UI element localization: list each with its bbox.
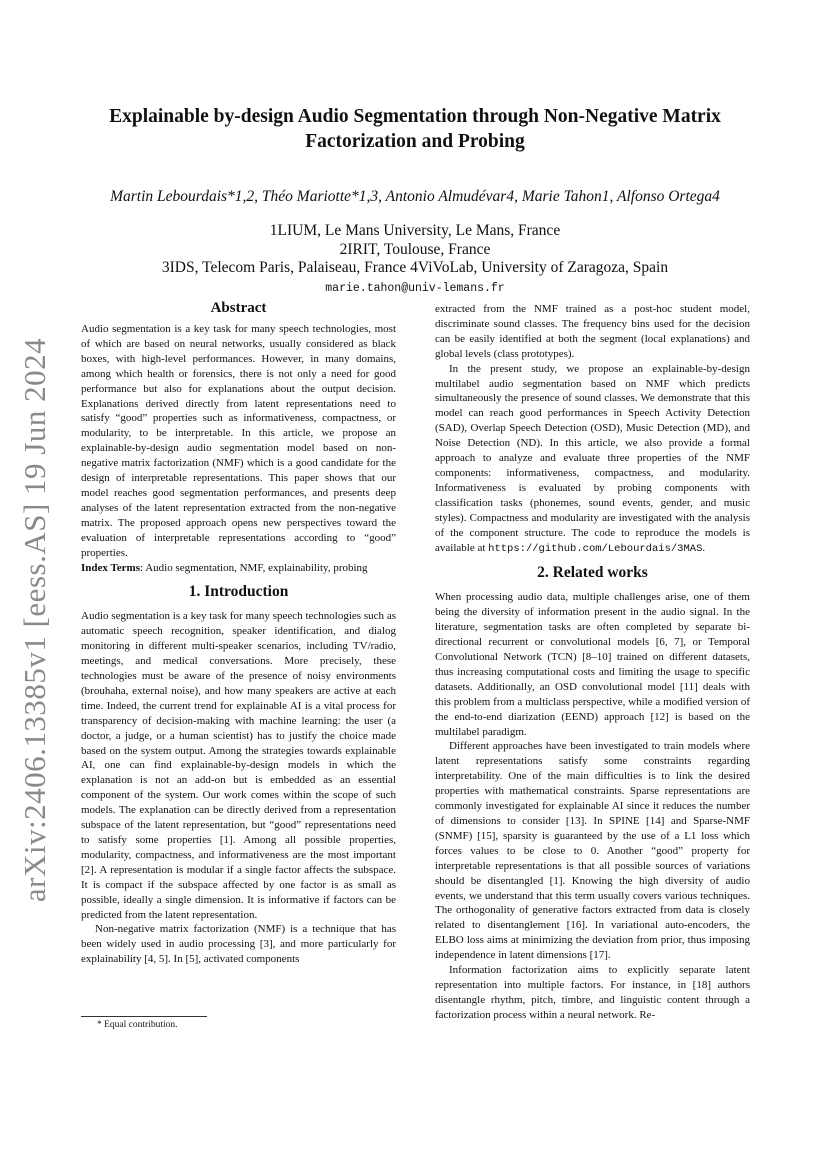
index-terms-label: Index Terms: [81, 561, 140, 574]
intro-paragraph-4-end: .: [702, 541, 706, 554]
abstract-text: Audio segmentation is a key task for many speech technologies, most of which are based on neural networks, usually considered as black boxes, with high-level performances. However, in many domains, among which health or forensics, there is not only a need for good performance but also for explanations about the output decision. Explanations derived directly from latent representations need to satisfy “good” properties such as informativeness, compactness, or modularity, to be interpretable. In this article, we propose an explainable-by-design audio segmentation model based on non-negative matrix factorization (NMF) which is a good candidate for the design of interpretable representations. This paper shows that our model reaches good segmentation performances, and presents deep analyses of the latent representation extracted from the non-negative matrix. The proposed approach opens new perspectives toward the evaluation of interpretable representations according to “good” properties.: [81, 323, 396, 559]
related-paragraph-2: Different approaches have been investigated to train models where latent representations satisfy some constraints regarding interpretability. One of the main difficulties is to link the desired properties with mathematical constraints. Sparse representations are commonly investigated for explainable AI since it reduces the number of dimensions to consider [13]. In SPINE [14] and Sparse-NMF (SNMF) [15], sparsity is guaranteed by the use of a L1 loss which forces values to be close to 0. Another “good” property for interpretable representations is that all possible sources of variations should be disentangled [1]. Knowing the high diversity of audio events, we understand that this term usually covers various techniques. The orthogonality of generative factors extracted from data is closely related to disentanglement [16]. In variational auto-encoders, the ELBO loss aims at minimizing the deviation from prior, thus imposing independence in latent dimensions [17].: [435, 740, 750, 962]
related-paragraph-3: Information factorization aims to explicitly separate latent representation into multiple factors. For instance, in [18] authors disentangle rhythm, pitch, timbre, and linguistic content through a factorization process within a neural network. Re-: [435, 964, 750, 1021]
paper-title: [80, 104, 750, 154]
affiliation-2: 2IRIT, Toulouse, France: [339, 240, 491, 258]
affiliations: [60, 222, 770, 278]
intro-paragraph-2: Non-negative matrix factorization (NMF) is a technique that has been widely used in audio processing [3], and more particularly for explainability [4, 5]. In [5], activated components: [81, 923, 396, 966]
related-works-heading: 2. Related works: [537, 564, 648, 582]
left-column: [81, 299, 396, 967]
contact-email[interactable]: marie.tahon@univ-lemans.fr: [325, 282, 505, 295]
arxiv-sidebar: [10, 337, 60, 903]
related-paragraph-1: When processing audio data, multiple challenges arise, one of them being the diversity of information present in the audio signal. In the literature, segmentation tasks are often completed by separate bi-directional recurrent or convolutional models [6, 7], or Temporal Convolutional Network (TCN) [8–10] trained on different datasets, thus increasing computational costs and limiting the usage to specific datasets. Additionally, an OSD convolutional model [11] deals with this problem from a multiclass perspective, while a modified version of the end-to-end diarization (EEND) approach [12] is based on the multilabel paradigm.: [435, 591, 750, 738]
arxiv-identifier: arXiv:2406.13385v1 [eess.AS] 19 Jun 2024: [17, 337, 52, 903]
abstract-heading: Abstract: [210, 300, 267, 316]
code-link[interactable]: https://github.com/Lebourdais/3MAS: [488, 542, 703, 555]
right-column: [435, 302, 750, 1023]
intro-paragraph-1: Audio segmentation is a key task for many speech technologies such as automatic speech recognition, speaker identification, and dialog monitoring in different multi-speaker scenarios, including TV/radio, meetings, and medical conversations. More precisely, these technologies must be aware of the presence of noisy environments (brouhaha, external noise), and how many speakers are active at each time. Indeed, the current trend for explainable AI is a vital process for transparency of decision-making with machine learning: the user (a doctor, a judge, or a human scientist) has to justify the choice made based on the system output. Among the strategies towards explainable AI, one can find explainable-by-design models in which the explanation is not an add-on but is embedded as an essential component of the system. Our work comes within the scope of such models. The explanation can be directly derived from a representation subspace of the latent representation, but “good” representations need to satisfy some properties [1]. Among all possible properties, modularity, compactness, and informativeness are the most important [2]. A representation is modular if a single factor affects the subspace. It is compact if the subspace affected by one factor is as small as possible, ideally a single dimension. It is informative if factors can be predicted from the latent representation.: [81, 610, 396, 921]
footnote: * Equal contribution.: [97, 1020, 178, 1030]
footnote-divider: [81, 1016, 207, 1017]
affiliation-3: 3IDS, Telecom Paris, Palaiseau, France 4ViVoLab, University of Zaragoza, Spain: [161, 259, 669, 276]
intro-paragraph-4: [435, 362, 750, 557]
affiliation-1: 1LIUM, Le Mans University, Le Mans, France: [269, 222, 561, 239]
title-line-2: Factorization and Probing: [305, 131, 525, 152]
intro-heading: 1. Introduction: [188, 583, 289, 601]
intro-paragraph-4-text: In the present study, we propose an explainable-by-design multilabel audio segmentation based on NMF which predicts simultaneously the presence of sound classes. We demonstrate that this model can reach good performances in Speech Activity Detection (SAD), Overlap Speech Detection (OSD), Music Detection (MD), and Noise Detection (ND). In this article, we also provide a formal approach to analyze and evaluate three properties of the NMF components: informativeness, compactness, and modularity. Informativeness is evaluated by probing components with classification tasks (phonemes, sound events, gender, and music styles). Compactness and modularity are investigated with the analysis of the component structure. The code to reproduce the models is available at: [435, 362, 750, 554]
author-list: Martin Lebourdais*1,2, Théo Mariotte*1,3, Antonio Almudévar4, Marie Tahon1, Alfonso Ortega4: [110, 188, 720, 205]
index-terms-text: : Audio segmentation, NMF, explainability, probing: [140, 561, 368, 574]
title-line-1: Explainable by-design Audio Segmentation through Non-Negative Matrix: [109, 106, 721, 127]
index-terms: [81, 561, 396, 576]
intro-paragraph-3: extracted from the NMF trained as a post-hoc student model, discriminate sound classes. The frequency bins used for the decision can be easily identified at both the segment (local explanations) and global levels (class prototypes).: [435, 303, 750, 360]
